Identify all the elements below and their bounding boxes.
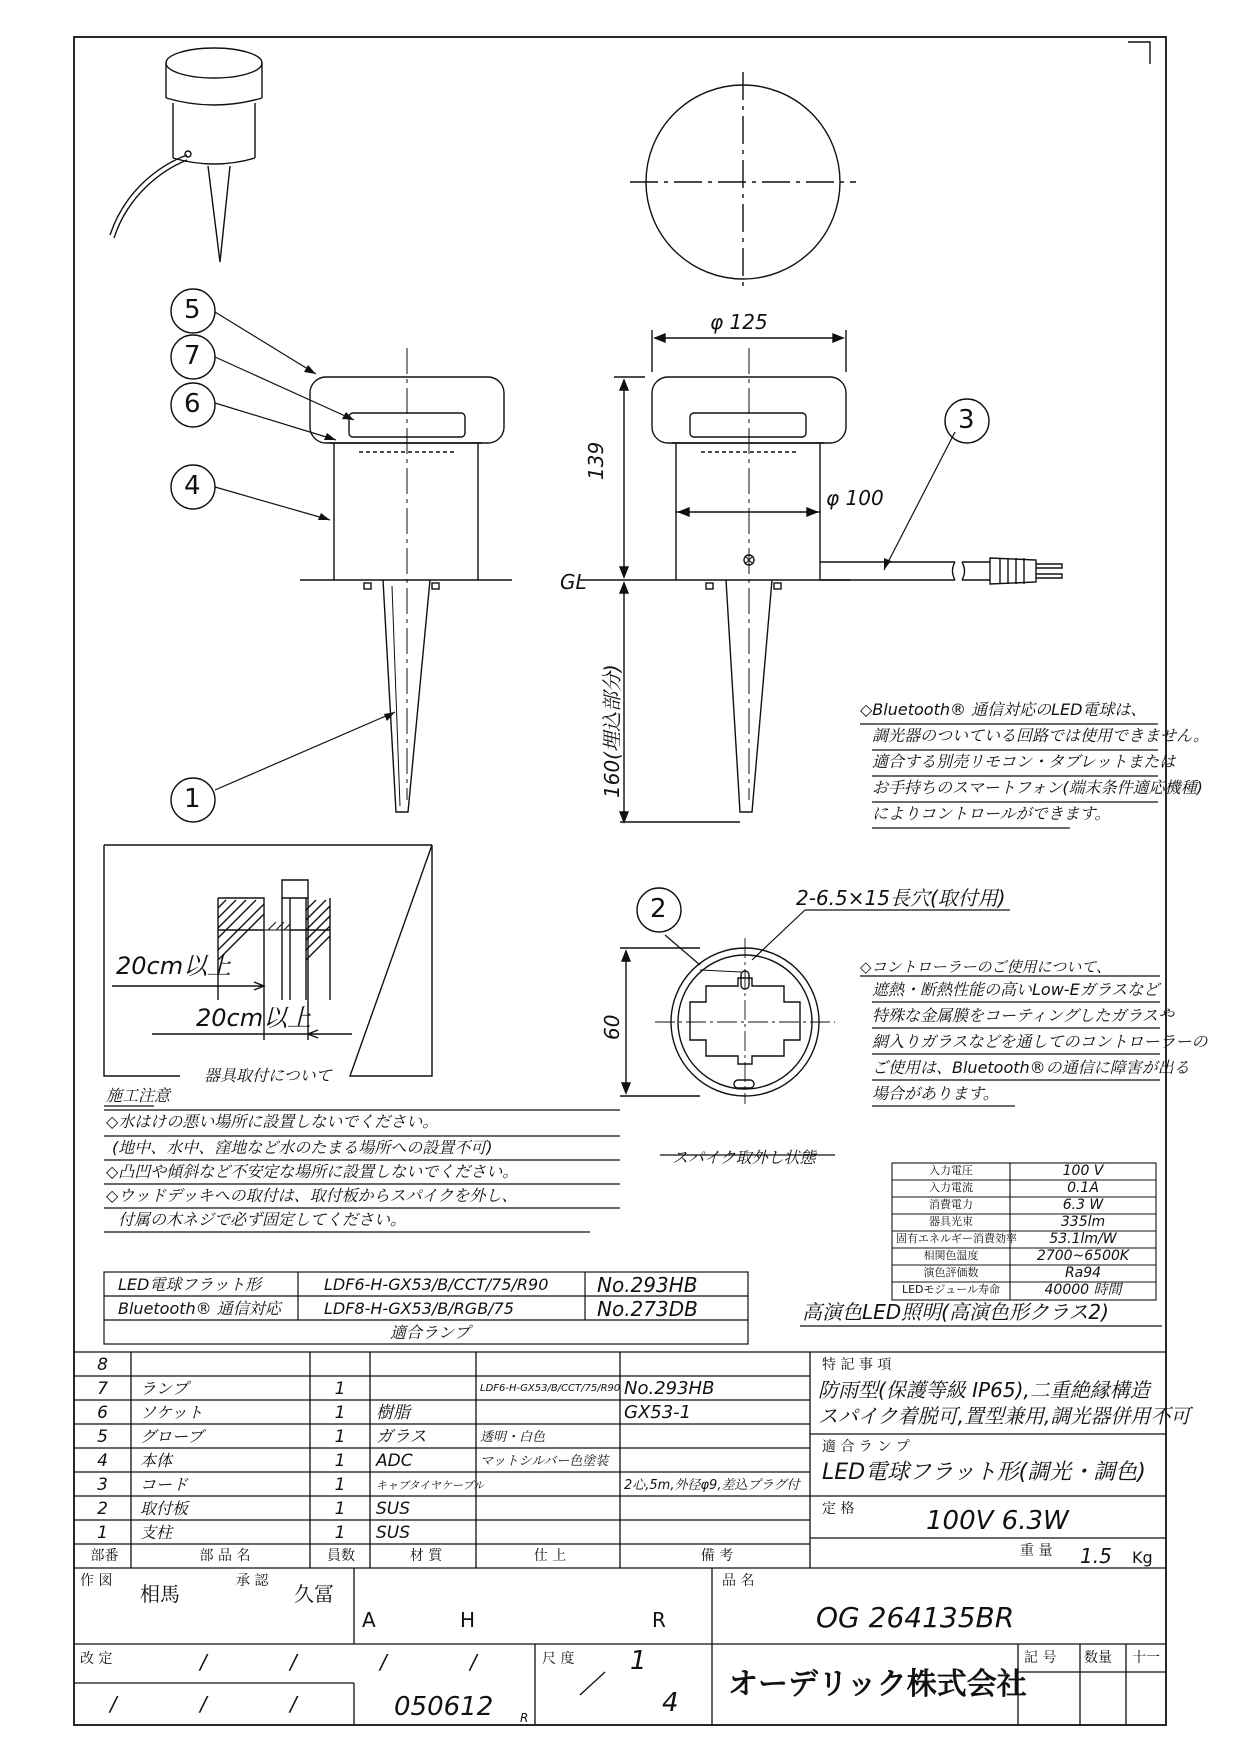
parts-header-cell: 材 質	[409, 1548, 443, 1564]
parts-header-cell: 員数	[327, 1548, 355, 1564]
revision-date: 050612	[394, 1692, 494, 1722]
bluetooth-note-line: 適合する別売リモコン・タブレットまたは	[872, 752, 1176, 771]
install-dim-2: 20cm以上	[196, 1004, 312, 1032]
rating-title: 定 格	[822, 1501, 855, 1517]
features-line: 防雨型(保護等級 IP65),二重絶縁構造	[818, 1378, 1150, 1402]
revision-slash: /	[200, 1650, 207, 1674]
parts-cell-note: No.293HB	[624, 1378, 715, 1399]
parts-cell-name: 支柱	[140, 1523, 173, 1542]
parts-cell-mat: SUS	[376, 1498, 411, 1519]
parts-cell-mat: ADC	[376, 1450, 413, 1471]
product-code: OG 264135BR	[816, 1601, 1015, 1634]
spec-label: 相関色温度	[923, 1249, 979, 1262]
callout-1: 1	[184, 784, 201, 814]
weight-value: 1.5	[1080, 1544, 1112, 1568]
quantity-label: 数量	[1084, 1650, 1112, 1666]
spec-value: 40000 時間	[1044, 1282, 1122, 1298]
lamp-model-2: LDF8-H-GX53/B/RGB/75	[324, 1299, 514, 1318]
controller-note-line: 遮熱・断熱性能の高いLow-Eガラスなど	[872, 980, 1160, 999]
dim-diameter-100: φ 100	[826, 486, 884, 510]
callout-6: 6	[184, 389, 201, 419]
callout-3: 3	[958, 405, 975, 435]
controller-note-line: ご使用は、Bluetooth®の通信に障害が出る	[872, 1058, 1190, 1077]
parts-cell-no: 2	[97, 1498, 108, 1519]
spec-label: 器具光束	[929, 1215, 973, 1228]
parts-cell-qty: 1	[334, 1426, 346, 1447]
scale-numerator: 1	[630, 1646, 647, 1676]
lamp-title: 適 合 ラ ン プ	[822, 1439, 910, 1455]
bluetooth-note-line: 調光器のついている回路では使用できません。	[872, 726, 1209, 745]
parts-cell-mat: キャブタイヤケーブル	[376, 1478, 485, 1492]
bluetooth-note-line: お手持ちのスマートフォン(端末条件適応機種)	[872, 778, 1203, 797]
spec-value: 100 V	[1062, 1163, 1104, 1179]
parts-header-cell: 部番	[90, 1548, 119, 1564]
spec-value: 0.1A	[1067, 1180, 1099, 1196]
isometric-sketch	[110, 48, 262, 262]
dim-height-60: 60	[600, 1014, 624, 1040]
scale-denominator: 4	[662, 1688, 679, 1718]
weight-title: 重 量	[1020, 1543, 1053, 1559]
approved-by: 久冨	[294, 1582, 334, 1606]
parts-cell-name: コード	[140, 1475, 189, 1494]
parts-cell-name: 本体	[140, 1451, 173, 1470]
revision-date-suffix: R	[520, 1711, 529, 1725]
spike-removed-view	[620, 938, 835, 1155]
spec-label: LEDモジュール寿命	[901, 1283, 1001, 1296]
bluetooth-note-line: ◇Bluetooth® 通信対応のLED電球は、	[860, 700, 1147, 719]
callout-7: 7	[184, 341, 201, 371]
scale-label: 尺 度	[542, 1651, 575, 1667]
dim-diameter-125: φ 125	[710, 310, 768, 334]
parts-header-cell: 部 品 名	[199, 1548, 251, 1564]
weight-unit: Kg	[1132, 1548, 1153, 1567]
field-h: H	[460, 1608, 476, 1632]
bluetooth-note-line: によりコントロールができます。	[872, 804, 1111, 823]
parts-header-cell: 仕 上	[533, 1548, 567, 1564]
parts-cell-no: 7	[97, 1378, 108, 1399]
lamp-no-1: No.293HB	[597, 1273, 698, 1297]
callout-5: 5	[184, 295, 201, 325]
spec-value: 6.3 W	[1062, 1197, 1104, 1213]
parts-cell-finish: LDF6-H-GX53/B/CCT/75/R90	[480, 1383, 621, 1394]
company-name: オーデリック株式会社	[728, 1667, 1027, 1702]
parts-cell-note: 2心,5m,外径φ9,差込プラグ付	[624, 1477, 800, 1493]
features-title: 特 記 事 項	[822, 1357, 892, 1373]
product-name-label: 品 名	[722, 1573, 755, 1589]
controller-note-line: 場合があります。	[872, 1084, 999, 1103]
revision-slash: /	[470, 1650, 477, 1674]
spec-value: 2700~6500K	[1036, 1248, 1130, 1264]
install-dim-1: 20cm以上	[116, 952, 232, 980]
callout-2: 2	[650, 894, 667, 924]
parts-cell-no: 3	[97, 1474, 108, 1495]
callout-4: 4	[184, 471, 201, 501]
lamp-caption: 適合ランプ	[390, 1323, 471, 1342]
parts-cell-no: 1	[97, 1522, 108, 1543]
ground-level-label: GL	[560, 570, 587, 594]
parts-cell-qty: 1	[334, 1378, 346, 1399]
parts-cell-mat: 樹脂	[376, 1402, 410, 1423]
spec-label: 消費電力	[929, 1198, 973, 1211]
parts-header-cell: 備 考	[700, 1548, 734, 1564]
caution-line: ◇ウッドデッキへの取付は、取付板からスパイクを外し、	[106, 1186, 518, 1205]
caution-line: (地中、水中、窪地など水のたまる場所への設置不可)	[112, 1138, 493, 1157]
side-view-right	[580, 330, 1062, 822]
drawn-by: 相馬	[140, 1582, 180, 1606]
spec-label: 入力電圧	[929, 1164, 973, 1177]
parts-cell-no: 8	[97, 1354, 108, 1375]
parts-cell-no: 4	[97, 1450, 108, 1471]
callout-circles	[171, 289, 989, 932]
parts-cell-no: 6	[97, 1402, 108, 1423]
features-line: スパイク着脱可,置型兼用,調光器併用不可	[818, 1404, 1191, 1428]
parts-cell-name: 取付板	[140, 1499, 189, 1518]
drawn-label: 作 図	[80, 1573, 113, 1589]
parts-cell-name: ソケット	[140, 1403, 204, 1422]
controller-note-line: 網入りガラスなどを通してのコントローラーの	[872, 1032, 1208, 1051]
parts-cell-no: 5	[97, 1426, 108, 1447]
parts-cell-mat: ガラス	[376, 1426, 427, 1447]
parts-cell-name: グローブ	[140, 1427, 204, 1446]
spec-value: Ra94	[1064, 1265, 1102, 1281]
caution-title: 施工注意	[106, 1086, 171, 1105]
top-view	[630, 72, 856, 292]
lamp-no-2: No.273DB	[597, 1297, 698, 1321]
approved-label: 承 認	[236, 1573, 269, 1589]
spike-caption: スパイク取外し状態	[672, 1148, 816, 1167]
parts-cell-finish: 透明・白色	[480, 1429, 546, 1445]
field-r: R	[652, 1608, 666, 1632]
parts-cell-mat: SUS	[376, 1522, 411, 1543]
lamp-type-2: Bluetooth® 通信対応	[118, 1299, 281, 1318]
parts-cell-qty: 1	[334, 1474, 346, 1495]
parts-cell-name: ランプ	[140, 1379, 189, 1398]
parts-cell-qty: 1	[334, 1498, 346, 1519]
parts-cell-note: GX53-1	[624, 1402, 692, 1423]
front-view-left	[300, 348, 512, 812]
applicable-lamp: LED電球フラット形(調光・調色)	[822, 1460, 1146, 1485]
parts-cell-qty: 1	[334, 1450, 346, 1471]
revision-slash: /	[200, 1692, 207, 1716]
parts-cell-qty: 1	[334, 1522, 346, 1543]
spec-value: 53.1lm/W	[1049, 1231, 1117, 1247]
parts-cell-finish: マットシルバー色塗装	[480, 1453, 609, 1469]
caution-line: ◇水はけの悪い場所に設置しないでください。	[106, 1112, 439, 1131]
revision-slash: /	[380, 1650, 387, 1674]
parts-cell-qty: 1	[334, 1402, 346, 1423]
dim-height-160: 160(埋込部分)	[600, 664, 624, 798]
slot-label: 2-6.5×15長穴(取付用)	[796, 886, 1006, 910]
field-a: A	[362, 1608, 376, 1632]
caution-line: ◇凸凹や傾斜など不安定な場所に設置しないでください。	[106, 1162, 519, 1181]
lamp-model-1: LDF6-H-GX53/B/CCT/75/R90	[324, 1275, 549, 1294]
revision-label: 改 定	[80, 1651, 113, 1667]
lamp-type-1: LED電球フラット形	[118, 1275, 262, 1294]
spec-value: 335lm	[1060, 1214, 1106, 1230]
spec-label: 固有エネルギー消費効率	[896, 1232, 1017, 1245]
symbol-label: 記 号	[1024, 1650, 1057, 1666]
revision-slash: /	[290, 1650, 297, 1674]
dim-height-139: 139	[584, 441, 608, 480]
leader-lines	[215, 312, 1010, 965]
eleven-label: 十一	[1132, 1650, 1160, 1666]
caution-line: 付属の木ネジで必ず固定してください。	[118, 1210, 407, 1229]
high-cri-label: 高演色LED照明(高演色形クラス2)	[802, 1300, 1109, 1324]
spec-label: 入力電流	[929, 1181, 973, 1194]
controller-note-line: 特殊な金属膜をコーティングしたガラスや	[872, 1006, 1174, 1025]
controller-note-line: ◇コントローラーのご使用について、	[860, 958, 1111, 976]
rating-value: 100V 6.3W	[926, 1506, 1069, 1536]
revision-slash: /	[290, 1692, 297, 1716]
revision-slash: /	[110, 1692, 117, 1716]
install-caption: 器具取付について	[204, 1066, 332, 1085]
spec-label: 演色評価数	[923, 1266, 979, 1279]
